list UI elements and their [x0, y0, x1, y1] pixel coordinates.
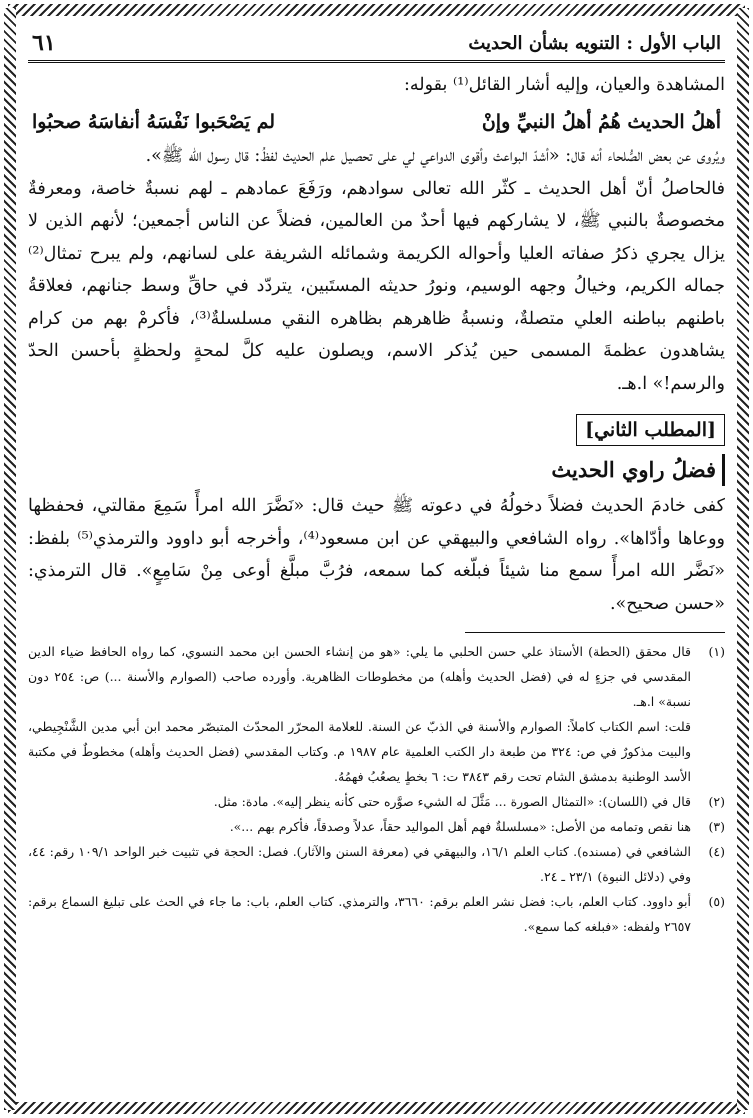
footnote-text: هنا نقص وتمامه من الأصل: «مسلسلةٌ فهم أهل المواليد حقاً، عدلاً وصدقاً، فأكرم بهم ...». — [229, 819, 691, 834]
paragraph-3: كفى خادمَ الحديث فضلاً دخولُهُ في دعوته ﷺ حيث قال: «نَضَّرَ الله امرأً سَمِعَ مقالتي، فحفظها ووعاها وأدّاها». رواه الشافعي والبيهقي عن ابن مسعود⁽⁴⁾، وأخرجه أبو داوود والترمذي⁽⁵⁾ بلفظ: «نَضَّر الله امرأً سمع منا شيئاً فبلّغه كما سمعه، فرُبَّ مبلَّغ أوعى مِنْ سَامِعٍ». قال الترمذي: «حسن صحيح». — [28, 496, 725, 614]
footnote-text: الشافعي في (مسنده). كتاب العلم ١٦/١، والبيهقي في (معرفة السنن والآثار). فصل: الحجة في تثبيت خبر الواحد ١٠٩/١ رقم: ٤٤، وفي (دلائل النبوة) ٢٣/١ ـ ٢٤. — [28, 844, 691, 884]
verse-second-hemistich: لم يَصْحَبوا نَفْسَهُ أنفاسَهُ صحبُوا — [32, 110, 276, 133]
footnote-number: (٥) — [708, 894, 725, 909]
section-title: فضلُ راوي الحديث — [28, 454, 725, 487]
footnote-1-continuation: قلت: اسم الكتاب كاملاً: الصوارم والأسنة في الذبّ عن السنة. للعلامة المحرّر المحدّث المتبصّر محمد ابن أبي مدين الشَّنْجِيطي، والبيت مذكورٌ في ص: ٣٢٤ من طبعة دار الكتب العلمية عام ١٩٨٧ م. وكتاب المقدسي (فضل الحديث وأهله) مخطوطٌ في مكتبة الأسد الوطنية بدمشق الشام تحت رقم ٣٨٤٣ ت: ٦ بخطٍ يصعُبُ فهمُهُ. — [28, 719, 691, 784]
main-text — [28, 69, 725, 620]
footnote-5 — [28, 889, 725, 939]
footnote-3 — [28, 814, 725, 839]
intro-line: المشاهدة والعيان، وإليه أشار القائل⁽¹⁾ بقوله: — [404, 75, 725, 95]
ornamental-border-top — [8, 4, 745, 16]
footnote-separator — [465, 632, 725, 633]
footnote-text: قال في (اللسان): «التمثال الصورة ... مَثَّلَ له الشيء صوَّره حتى كأنه ينظر إليه». مادة: مثل. — [213, 794, 691, 809]
ornamental-border-left — [4, 8, 16, 1110]
footnote-number: (٤) — [708, 844, 725, 859]
page-header — [28, 26, 725, 63]
page-number: ٦١ — [32, 30, 56, 56]
paragraph-2: فالحاصلُ أنّ أهل الحديث ـ كثّر الله تعالى سوادهم، ورَفَعَ عمادهم ـ لهم نسبةٌ خاصة، ومعرفةٌ مخصوصةٌ بالنبي ﷺ، لا يشاركهم فيها أحدٌ من العالمين، فضلاً عن الناس أجمعين؛ لأنهم الذين لا يزال يجري ذكرُ صفاته العليا وأحواله الكريمة وشمائله الشريفة على لسانهم، ولم يبرح تمثال⁽²⁾ جماله الكريم، وخيالُ وجهه الوسيم، ونورُ حديثه المستَبين، يتردّد في حاقِّ وسط جنانهم، فعلاقةُ باطنهم بباطنه العلي متصلةٌ، ونسبةُ ظاهرهم بظاهره النقي مسلسلةٌ⁽³⁾، فأكرمْ بهم من كرام يشاهدون عظمةَ المسمى حين يُذكر الاسم، ويصلون عليه كلَّ لمحةٍ ولحظةٍ بأحسن الحدّ والرسم!» ا.هـ. — [28, 178, 725, 394]
footnote-number: (٢) — [708, 794, 725, 809]
ornamental-border-right — [737, 8, 749, 1110]
book-page — [28, 26, 725, 1092]
footnote-number: (٣) — [708, 819, 725, 834]
footnote-2 — [28, 789, 725, 814]
section-label: [المطلب الثاني] — [576, 414, 725, 446]
running-title: الباب الأول : التنويه بشأن الحديث — [468, 32, 721, 54]
footnotes — [28, 639, 725, 939]
ornamental-border-bottom — [8, 1102, 745, 1114]
footnote-number: (١) — [708, 644, 725, 659]
poem-verse — [28, 102, 725, 141]
footnote-4 — [28, 839, 725, 889]
verse-first-hemistich: أهلُ الحديث هُمُ أهلُ النبيِّ وإنْ — [481, 110, 721, 133]
footnote-text: قال محقق (الحطة) الأستاذ علي حسن الحلبي ما يلي: «هو من إنشاء الحسن ابن محمد النسوي، كما رواه الحافظ ضياء الدين المقدسي في جزءٍ له في (فضل الحديث وأهله) من مخطوطات الظاهرية. وأورده صاحب (الصوارم والأسنة ...) ص: ٢٥٤ دون نسبة» ا.هـ. — [28, 644, 691, 709]
paragraph-1: ويُروى عن بعض الصُّلحاء أنه قال: «أشدّ البواعث وأقوى الدواعي لي على تحصيل علم الحديث لفظُ: قال رسول الله ﷺ». — [145, 146, 725, 166]
footnote-1 — [28, 639, 725, 714]
footnote-text: أبو داوود. كتاب العلم، باب: فضل نشر العلم برقم: ٣٦٦٠، والترمذي. كتاب العلم، باب: ما جاء في الحث على تبليغ السماع برقم: ٢٦٥٧ ولفظه: «فبلغه كما سمع». — [28, 894, 691, 934]
